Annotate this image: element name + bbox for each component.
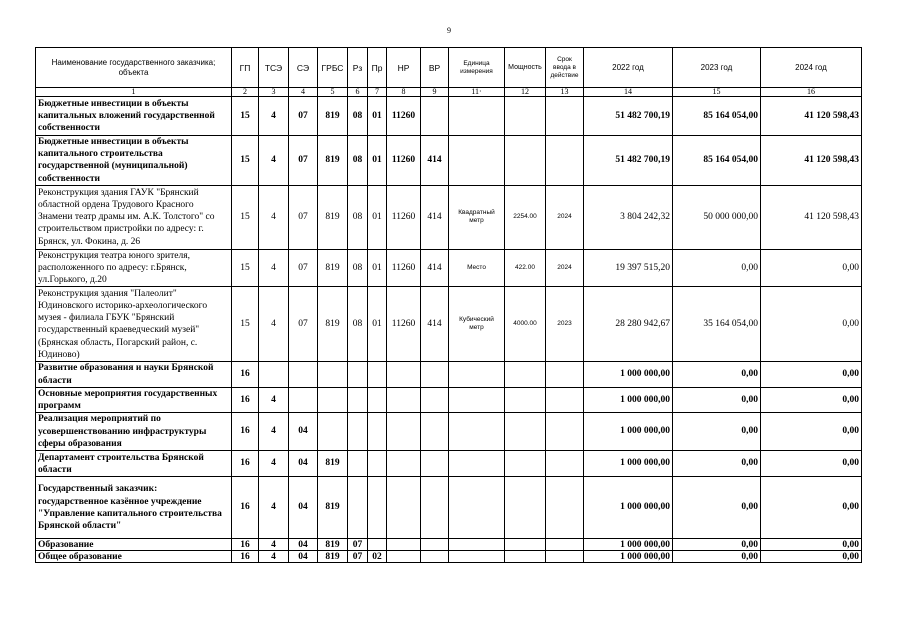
cell-y2023: 0,00	[673, 451, 761, 477]
cell-se: 07	[289, 185, 318, 249]
cell-name: Развитие образования и науки Брянской области	[36, 362, 232, 387]
cell-tse: 4	[259, 539, 289, 551]
cell-gp: 16	[232, 477, 259, 539]
cell-nr	[387, 477, 421, 539]
cell-y2024: 0,00	[761, 287, 862, 362]
cell-rz: 07	[348, 539, 368, 551]
cell-y2023: 85 164 054,00	[673, 136, 761, 186]
cell-rz: 08	[348, 185, 368, 249]
cell-rz	[348, 451, 368, 477]
cell-capacity	[505, 362, 546, 387]
cell-se: 07	[289, 97, 318, 136]
cell-capacity	[505, 551, 546, 563]
cell-term	[546, 362, 584, 387]
cell-y2024: 0,00	[761, 551, 862, 563]
column-number: 6	[348, 88, 368, 97]
cell-unit	[449, 413, 505, 451]
cell-y2022: 1 000 000,00	[584, 477, 673, 539]
cell-name: Бюджетные инвестиции в объекты капитальных вложений государственной собственности	[36, 97, 232, 136]
cell-term	[546, 551, 584, 563]
cell-term	[546, 387, 584, 412]
header-rz: Рз	[348, 48, 368, 88]
cell-grbs: 819	[318, 287, 348, 362]
cell-se: 07	[289, 249, 318, 287]
cell-y2024: 41 120 598,43	[761, 97, 862, 136]
cell-pr	[368, 387, 387, 412]
cell-capacity	[505, 539, 546, 551]
cell-se: 04	[289, 413, 318, 451]
cell-y2022: 51 482 700,19	[584, 136, 673, 186]
cell-tse: 4	[259, 249, 289, 287]
cell-unit: Квадратный метр	[449, 185, 505, 249]
cell-tse: 4	[259, 97, 289, 136]
cell-se: 04	[289, 451, 318, 477]
column-number: 1	[36, 88, 232, 97]
cell-name: Бюджетные инвестиции в объекты капитального строительства государственной (муниципальной) собственности	[36, 136, 232, 186]
header-vr: ВР	[421, 48, 449, 88]
header-2023: 2023 год	[673, 48, 761, 88]
cell-se: 04	[289, 477, 318, 539]
cell-name: Общее образование	[36, 551, 232, 563]
cell-name: Образование	[36, 539, 232, 551]
column-number: 13	[546, 88, 584, 97]
cell-rz: 08	[348, 136, 368, 186]
column-number: 8	[387, 88, 421, 97]
cell-name: Реконструкция здания "Палеолит" Юдиновского историко-археологического музея - филиала ГБУК "Брянский государственный краеведческий музей" (Брянская область, Погарский район, с. Юдиново)	[36, 287, 232, 362]
header-2022: 2022 год	[584, 48, 673, 88]
cell-unit	[449, 477, 505, 539]
cell-y2022: 1 000 000,00	[584, 362, 673, 387]
column-number: 5	[318, 88, 348, 97]
cell-grbs: 819	[318, 136, 348, 186]
cell-tse: 4	[259, 451, 289, 477]
cell-gp: 15	[232, 185, 259, 249]
column-number: 4	[289, 88, 318, 97]
cell-se: 04	[289, 551, 318, 563]
cell-y2023: 0,00	[673, 249, 761, 287]
cell-grbs: 819	[318, 551, 348, 563]
cell-y2024: 0,00	[761, 451, 862, 477]
cell-pr: 01	[368, 136, 387, 186]
column-number: 9	[421, 88, 449, 97]
header-tse: ТСЭ	[259, 48, 289, 88]
cell-y2022: 3 804 242,32	[584, 185, 673, 249]
cell-y2022: 1 000 000,00	[584, 387, 673, 412]
cell-pr: 01	[368, 249, 387, 287]
cell-grbs: 819	[318, 249, 348, 287]
cell-nr	[387, 413, 421, 451]
cell-term: 2024	[546, 249, 584, 287]
investment-table	[35, 47, 862, 563]
cell-vr	[421, 451, 449, 477]
cell-unit: Кубический метр	[449, 287, 505, 362]
cell-vr	[421, 551, 449, 563]
table-row	[36, 97, 862, 136]
cell-pr	[368, 477, 387, 539]
cell-rz	[348, 362, 368, 387]
cell-y2022: 1 000 000,00	[584, 451, 673, 477]
cell-gp: 16	[232, 387, 259, 412]
cell-capacity: 422.00	[505, 249, 546, 287]
cell-se	[289, 362, 318, 387]
cell-gp: 15	[232, 287, 259, 362]
cell-y2023: 50 000 000,00	[673, 185, 761, 249]
cell-rz: 07	[348, 551, 368, 563]
cell-y2022: 28 280 942,67	[584, 287, 673, 362]
cell-se: 07	[289, 287, 318, 362]
cell-nr	[387, 387, 421, 412]
cell-y2024: 41 120 598,43	[761, 136, 862, 186]
cell-y2024: 0,00	[761, 249, 862, 287]
cell-term	[546, 413, 584, 451]
cell-se: 07	[289, 136, 318, 186]
column-number: 2	[232, 88, 259, 97]
cell-pr: 01	[368, 287, 387, 362]
cell-name: Основные мероприятия государственных программ	[36, 387, 232, 412]
cell-grbs: 819	[318, 97, 348, 136]
cell-name: Реконструкция здания ГАУК "Брянский областной ордена Трудового Красного Знамени театр драмы им. А.К. Толстого" со строительством пристройки по адресу: г. Брянск, ул. Фокина, д. 26	[36, 185, 232, 249]
cell-vr: 414	[421, 287, 449, 362]
cell-se: 04	[289, 539, 318, 551]
table-row	[36, 387, 862, 412]
cell-grbs	[318, 362, 348, 387]
cell-y2023: 0,00	[673, 539, 761, 551]
column-number: 11·	[449, 88, 505, 97]
header-gp: ГП	[232, 48, 259, 88]
cell-gp: 15	[232, 136, 259, 186]
cell-grbs: 819	[318, 185, 348, 249]
cell-pr	[368, 451, 387, 477]
cell-capacity	[505, 136, 546, 186]
cell-name: Реализация мероприятий по усовершенствованию инфраструктуры сферы образования	[36, 413, 232, 451]
header-pr: Пр	[368, 48, 387, 88]
table-row	[36, 539, 862, 551]
cell-y2023: 0,00	[673, 362, 761, 387]
column-numbers-row	[36, 88, 862, 97]
cell-y2024: 0,00	[761, 539, 862, 551]
cell-pr	[368, 539, 387, 551]
cell-nr: 11260	[387, 97, 421, 136]
cell-gp: 15	[232, 249, 259, 287]
table-row	[36, 249, 862, 287]
cell-term: 2023	[546, 287, 584, 362]
cell-grbs: 819	[318, 451, 348, 477]
cell-unit	[449, 387, 505, 412]
cell-vr: 414	[421, 185, 449, 249]
cell-pr: 01	[368, 97, 387, 136]
cell-y2024: 0,00	[761, 362, 862, 387]
cell-se	[289, 387, 318, 412]
cell-tse: 4	[259, 551, 289, 563]
cell-grbs: 819	[318, 477, 348, 539]
cell-pr	[368, 362, 387, 387]
cell-vr	[421, 387, 449, 412]
cell-pr: 01	[368, 185, 387, 249]
cell-tse: 4	[259, 185, 289, 249]
cell-capacity: 4000.00	[505, 287, 546, 362]
cell-tse: 4	[259, 287, 289, 362]
column-number: 14	[584, 88, 673, 97]
cell-unit	[449, 362, 505, 387]
cell-vr: 414	[421, 249, 449, 287]
cell-pr	[368, 413, 387, 451]
cell-name: Реконструкция театра юного зрителя, расположенного по адресу: г.Брянск, ул.Горького, д.20	[36, 249, 232, 287]
cell-gp: 16	[232, 362, 259, 387]
cell-vr	[421, 413, 449, 451]
cell-gp: 16	[232, 551, 259, 563]
cell-nr: 11260	[387, 136, 421, 186]
cell-term	[546, 136, 584, 186]
cell-vr	[421, 539, 449, 551]
cell-y2023: 0,00	[673, 387, 761, 412]
cell-unit	[449, 136, 505, 186]
cell-nr: 11260	[387, 287, 421, 362]
table-row	[36, 136, 862, 186]
cell-grbs	[318, 387, 348, 412]
cell-y2022: 51 482 700,19	[584, 97, 673, 136]
cell-vr	[421, 477, 449, 539]
cell-rz: 08	[348, 97, 368, 136]
cell-tse: 4	[259, 136, 289, 186]
cell-y2024: 41 120 598,43	[761, 185, 862, 249]
header-capacity: Мощность	[505, 48, 546, 88]
cell-capacity	[505, 413, 546, 451]
cell-gp: 16	[232, 413, 259, 451]
cell-y2022: 19 397 515,20	[584, 249, 673, 287]
cell-name: Департамент строительства Брянской области	[36, 451, 232, 477]
cell-vr	[421, 362, 449, 387]
cell-gp: 15	[232, 97, 259, 136]
cell-unit	[449, 539, 505, 551]
cell-gp: 16	[232, 451, 259, 477]
cell-y2023: 35 164 054,00	[673, 287, 761, 362]
cell-nr	[387, 551, 421, 563]
cell-term	[546, 451, 584, 477]
header-se: СЭ	[289, 48, 318, 88]
table-row	[36, 451, 862, 477]
header-name: Наименование государственного заказчика; объекта	[36, 48, 232, 88]
cell-tse: 4	[259, 413, 289, 451]
cell-gp: 16	[232, 539, 259, 551]
cell-rz	[348, 477, 368, 539]
table-body	[36, 97, 862, 563]
page-number: 9	[447, 26, 451, 35]
cell-y2022: 1 000 000,00	[584, 413, 673, 451]
cell-y2023: 0,00	[673, 413, 761, 451]
header-unit: Единица измерения	[449, 48, 505, 88]
cell-term: 2024	[546, 185, 584, 249]
table-row	[36, 362, 862, 387]
header-row	[36, 48, 862, 88]
cell-nr	[387, 539, 421, 551]
cell-rz	[348, 413, 368, 451]
table-row	[36, 287, 862, 362]
cell-rz	[348, 387, 368, 412]
cell-vr: 414	[421, 136, 449, 186]
table-row	[36, 477, 862, 539]
cell-tse	[259, 362, 289, 387]
cell-term	[546, 97, 584, 136]
cell-tse: 4	[259, 387, 289, 412]
cell-grbs: 819	[318, 539, 348, 551]
cell-nr	[387, 451, 421, 477]
cell-vr	[421, 97, 449, 136]
cell-unit: Место	[449, 249, 505, 287]
cell-y2023: 0,00	[673, 551, 761, 563]
cell-nr	[387, 362, 421, 387]
table-row	[36, 551, 862, 563]
cell-y2023: 0,00	[673, 477, 761, 539]
cell-tse: 4	[259, 477, 289, 539]
header-nr: НР	[387, 48, 421, 88]
column-number: 15	[673, 88, 761, 97]
cell-capacity	[505, 97, 546, 136]
cell-y2022: 1 000 000,00	[584, 539, 673, 551]
cell-y2024: 0,00	[761, 477, 862, 539]
cell-capacity: 2254.00	[505, 185, 546, 249]
cell-nr: 11260	[387, 249, 421, 287]
cell-y2023: 85 164 054,00	[673, 97, 761, 136]
cell-capacity	[505, 387, 546, 412]
header-grbs: ГРБС	[318, 48, 348, 88]
cell-capacity	[505, 477, 546, 539]
cell-unit	[449, 97, 505, 136]
column-number: 3	[259, 88, 289, 97]
column-number: 12	[505, 88, 546, 97]
column-number: 7	[368, 88, 387, 97]
table-row	[36, 185, 862, 249]
table-row	[36, 413, 862, 451]
cell-unit	[449, 551, 505, 563]
cell-unit	[449, 451, 505, 477]
cell-rz: 08	[348, 287, 368, 362]
cell-name: Государственный заказчик: государственное казённое учреждение "Управление капитального строительства Брянской области"	[36, 477, 232, 539]
header-2024: 2024 год	[761, 48, 862, 88]
cell-grbs	[318, 413, 348, 451]
cell-rz: 08	[348, 249, 368, 287]
cell-y2022: 1 000 000,00	[584, 551, 673, 563]
header-term: Срок ввода в действие	[546, 48, 584, 88]
cell-term	[546, 539, 584, 551]
cell-term	[546, 477, 584, 539]
cell-nr: 11260	[387, 185, 421, 249]
cell-pr: 02	[368, 551, 387, 563]
cell-y2024: 0,00	[761, 413, 862, 451]
cell-capacity	[505, 451, 546, 477]
column-number: 16	[761, 88, 862, 97]
cell-y2024: 0,00	[761, 387, 862, 412]
